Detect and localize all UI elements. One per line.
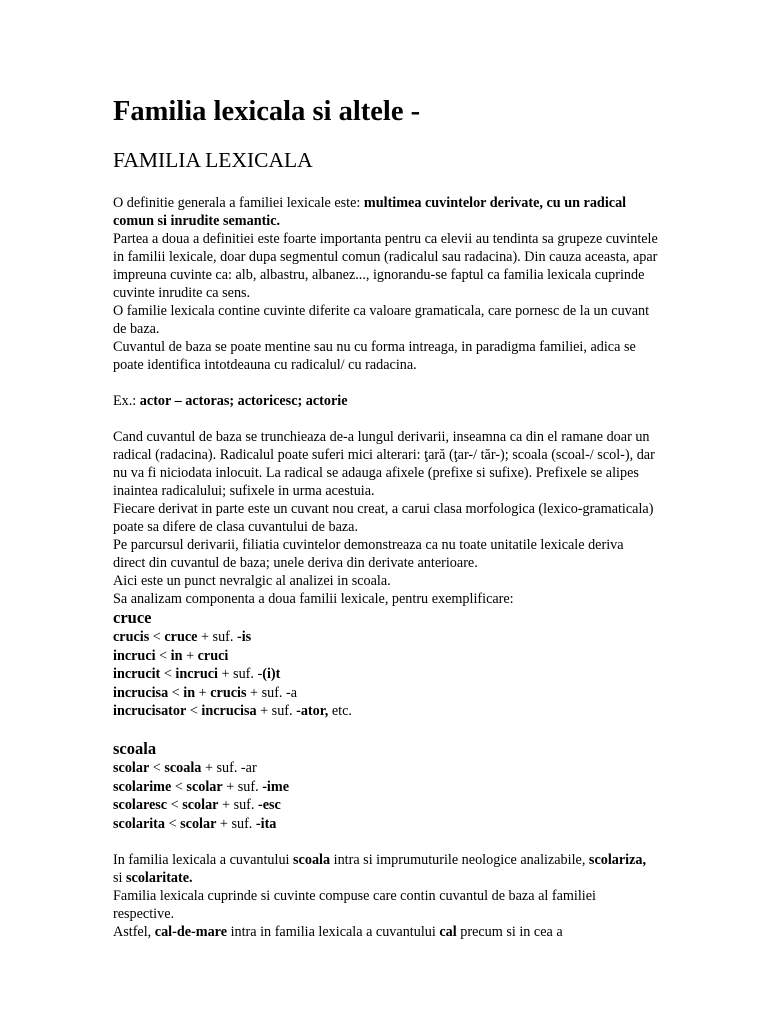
deriv-affix-label: + suf. <box>216 815 256 832</box>
deriv-affix: -ator, <box>296 703 329 720</box>
deriv-tail: + suf. -a <box>246 684 298 701</box>
derivation-line <box>113 665 658 684</box>
paragraph-8: Aici este un punct nevralgic al analizei in scoala. <box>113 573 391 589</box>
paragraph-2: Partea a doua a definitiei este foarte importanta pentru ca elevii au tendinta sa grupeze cuvintele in familii lexicale, doar dupa segmentul comun (radicalul sau radacina). Din cauza aceasta, apar impreuna cuvinte ca: alb, albastru, albanez..., ignorandu-se faptul ca familia lexicala cuprinde cuvinte inrudite ca sens. <box>113 231 658 301</box>
bold-term: scolaritate. <box>126 870 193 887</box>
derived-word: incrucit <box>113 666 161 683</box>
deriv-sep: < <box>149 629 165 645</box>
paragraph-5: Cand cuvantul de baza se trunchieaza de-a lungul derivarii, inseamna ca din el ramane doar un radical (radacina). Radicalul poate suferi mici alterari: ţară (ţar-/ tăr-); scoala (scoal-/ scol-), dar nu va fi niciodata inlocuit. La radical se adauga afixele (prefixe si sufixe). Prefixele se alipes inaintea radicalului; sufixele in urma acestuia. <box>113 429 655 499</box>
deriv-sep: < <box>167 797 183 814</box>
derived-word: crucis <box>113 629 150 645</box>
paragraph-12 <box>113 923 658 941</box>
derivation-line <box>113 815 658 834</box>
paragraph-9: Sa analizam componenta a doua familii lexicale, pentru exemplificare: <box>113 591 514 607</box>
deriv-sep: < <box>149 759 165 776</box>
deriv-affix-label: + suf. <box>256 703 297 720</box>
paragraph-10 <box>113 851 658 887</box>
deriv-affix: -ita <box>255 815 277 832</box>
base-word: cruce <box>164 629 198 645</box>
base-word: incruci <box>175 666 218 683</box>
base-word: scolar <box>182 797 219 814</box>
text-run: precum si in cea a <box>456 924 563 941</box>
example-bold: actor – actoras; actoricesc; actorie <box>139 393 348 409</box>
spacer <box>113 721 658 739</box>
text-run: Astfel, <box>113 924 155 941</box>
bold-term: scolariza, <box>588 852 647 869</box>
derivation-line <box>113 628 658 647</box>
derivation-line <box>113 778 658 797</box>
deriv-affix-label: + suf. <box>197 629 237 645</box>
deriv-affix-label: + suf. <box>222 778 263 795</box>
deriv-sep: < <box>186 703 202 720</box>
deriv-sep: < <box>165 815 181 832</box>
example-line <box>113 392 658 410</box>
base-word: incrucisa <box>201 703 257 720</box>
deriv-affix-label: + suf. -ar <box>201 759 257 776</box>
text-run: intra in familia lexicala a cuvantului <box>227 924 440 941</box>
paragraph-6: Fiecare derivat in parte este un cuvant nou creat, a carui clasa morfologica (lexico-gramaticala) poate sa difere de clasa cuvantului de baza. <box>113 501 654 535</box>
example-lead: Ex.: <box>113 393 140 409</box>
base-word: scolar <box>180 815 217 832</box>
deriv-affix: -is <box>236 629 252 645</box>
bold-term: cal-de-mare <box>154 924 228 941</box>
derivation-line <box>113 647 658 666</box>
derived-word: incrucisator <box>113 703 187 720</box>
deriv-affix-label: + <box>195 684 211 701</box>
bold-term: scoala <box>293 852 331 869</box>
base-word: in <box>183 684 196 701</box>
text-run: In familia lexicala a cuvantului <box>113 852 294 869</box>
deriv-sep: < <box>171 778 187 795</box>
deriv-tail: etc. <box>328 703 352 720</box>
base-word: in <box>170 647 183 664</box>
text-run: intra si imprumuturile neologice analizabile, <box>330 852 589 869</box>
deriv-sep: < <box>160 666 176 683</box>
deriv-sep: < <box>168 684 184 701</box>
deriv-affix: -ime <box>262 778 289 795</box>
deriv-affix-label: + suf. - <box>217 666 263 683</box>
section-heading: FAMILIA LEXICALA <box>113 148 313 172</box>
deriv-affix: crucis <box>210 684 247 701</box>
paragraph-11: Familia lexicala cuprinde si cuvinte compuse care contin cuvantul de baza al familiei respective. <box>113 888 596 923</box>
derivation-line <box>113 702 658 721</box>
bold-term: cal <box>439 924 457 941</box>
text-run: si <box>113 870 127 887</box>
definition-lead: O definitie generala a familiei lexicale este: <box>113 195 364 211</box>
derived-word: scolaresc <box>113 797 168 814</box>
deriv-affix: (i)t <box>262 666 281 683</box>
paragraph-3: O familie lexicala contine cuvinte diferite ca valoare gramaticala, care pornesc de la un cuvant de baza. <box>113 303 650 337</box>
base-word: scoala <box>164 759 202 776</box>
deriv-affix: cruci <box>197 647 229 664</box>
paragraph-7: Pe parcursul derivarii, filiatia cuvintelor demonstreaza ca nu toate unitatile lexicale deriva direct din cuvantul de baza; unele deriva din derivate anterioare. <box>113 537 624 571</box>
derived-word: scolarime <box>113 778 172 795</box>
definition-bold: multimea cuvintelor derivate, cu un radical comun si inrudite semantic. <box>113 195 627 229</box>
base-word: scolar <box>186 778 223 795</box>
deriv-affix: -esc <box>258 797 281 814</box>
derivation-line <box>113 796 658 815</box>
document-body <box>113 92 658 941</box>
derived-word: incruci <box>113 647 156 664</box>
derived-word: scolarita <box>113 815 166 832</box>
paragraph-definition <box>113 194 658 230</box>
spacer <box>113 833 658 851</box>
family-head-scoala: scoala <box>113 738 157 758</box>
derived-word: scolar <box>113 759 150 776</box>
page-title: Familia lexicala si altele - <box>113 96 421 127</box>
family-head-cruce: cruce <box>113 608 152 627</box>
derived-word: incrucisa <box>113 684 169 701</box>
paragraph-4: Cuvantul de baza se poate mentine sau nu cu forma intreaga, in paradigma familiei, adica se poate identifica intotdeauna cu radicalul/ cu radacina. <box>113 339 636 373</box>
deriv-sep: < <box>155 647 171 664</box>
spacer <box>113 410 658 428</box>
deriv-affix-label: + <box>182 647 198 664</box>
spacer <box>113 374 658 392</box>
derivation-line <box>113 759 658 778</box>
derivation-line <box>113 684 658 703</box>
deriv-affix-label: + suf. <box>218 797 258 814</box>
